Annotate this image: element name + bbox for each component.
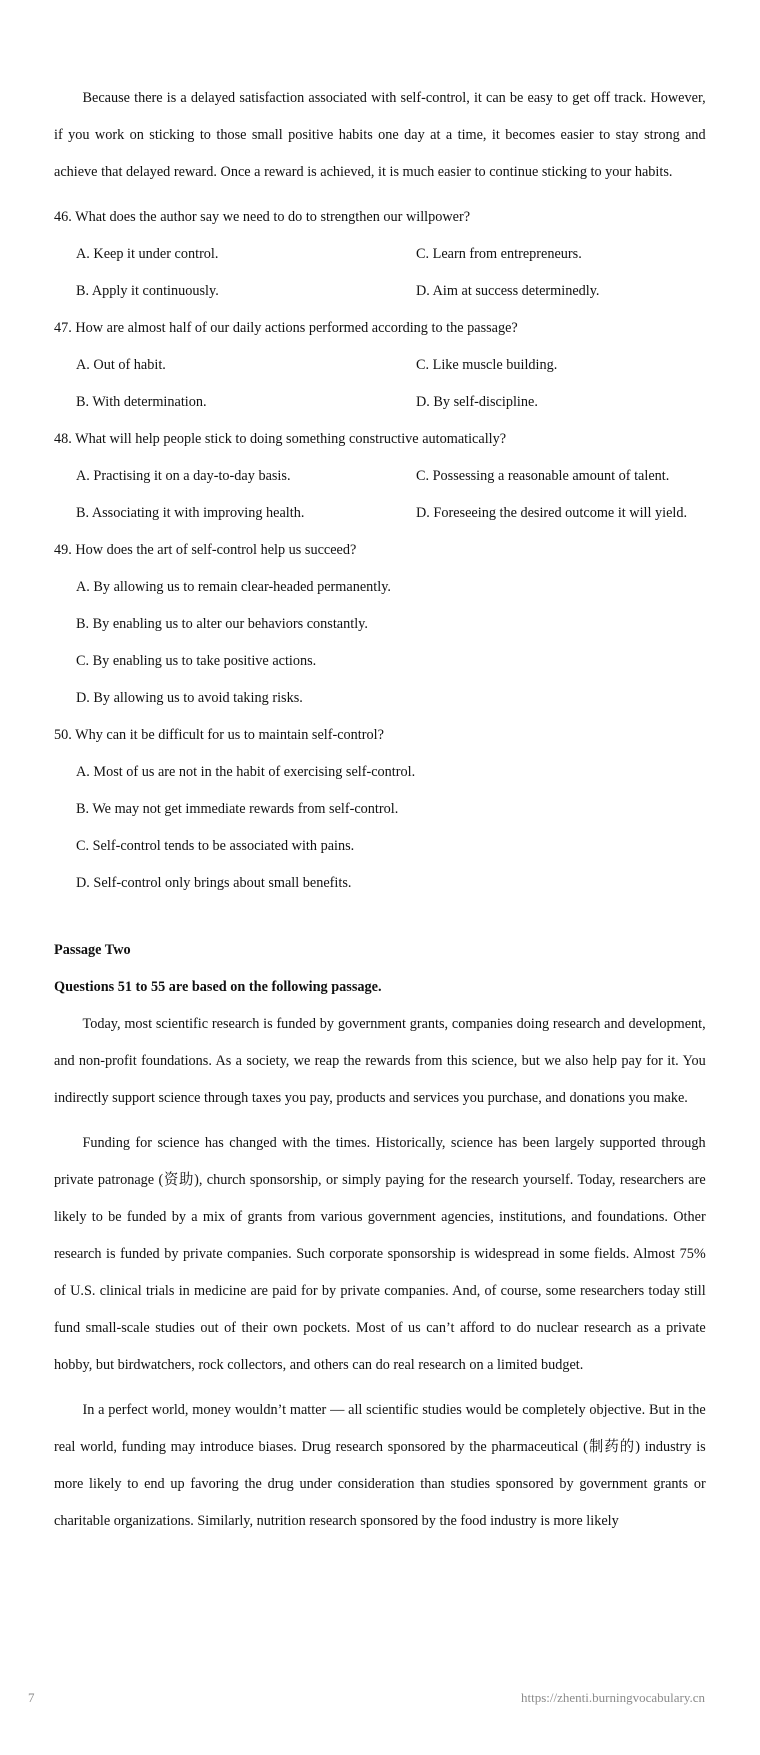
option-c: C. By enabling us to take positive actions. (76, 653, 317, 669)
question-stem: 50. Why can it be difficult for us to maintain self-control? (54, 727, 384, 743)
options (54, 754, 705, 902)
option-c: C. Self-control tends to be associated with pains. (76, 838, 355, 854)
page-number: 7 (28, 1690, 35, 1705)
option-c: C. Learn from entrepreneurs. (416, 246, 582, 262)
question-49 (54, 532, 705, 717)
option-d: D. Foreseeing the desired outcome it will yield. (416, 505, 688, 521)
option-b: B. With determination. (76, 394, 207, 410)
options (54, 236, 705, 310)
option-b: B. By enabling us to alter our behaviors constantly. (76, 616, 368, 632)
passage-paragraph-3: In a perfect world, money wouldn’t matter — all scientific studies would be completely objective. But in the real world, funding may introduce biases. Drug research sponsored by the pharmaceutical (制药的) industry is more likely to end up favoring the drug under consideration than studies sponsored by government grants or charitable organizations. Similarly, nutrition research sponsored by the food industry is more likely (54, 1402, 706, 1529)
question-47 (54, 310, 705, 421)
passage-instruction: Questions 51 to 55 are based on the following passage. (54, 979, 382, 995)
question-stem: 48. What will help people stick to doing something constructive automatically? (54, 431, 507, 447)
option-d: D. Aim at success determinedly. (416, 283, 600, 299)
question-stem: 47. How are almost half of our daily actions performed according to the passage? (54, 320, 518, 336)
option-d: D. By self-discipline. (416, 394, 538, 410)
question-48 (54, 421, 705, 532)
options (54, 458, 705, 532)
option-d: D. By allowing us to avoid taking risks. (76, 690, 303, 706)
option-a: A. Most of us are not in the habit of exercising self-control. (76, 764, 416, 780)
option-c: C. Like muscle building. (416, 357, 558, 373)
source-url[interactable]: https://zhenti.burningvocabulary.cn (521, 1690, 705, 1705)
option-a: A. Keep it under control. (76, 246, 219, 262)
option-d: D. Self-control only brings about small benefits. (76, 875, 352, 891)
question-46 (54, 199, 705, 310)
option-b: B. Apply it continuously. (76, 283, 219, 299)
option-a: A. By allowing us to remain clear-headed permanently. (76, 579, 391, 595)
option-a: A. Practising it on a day-to-day basis. (76, 468, 291, 484)
option-c: C. Possessing a reasonable amount of talent. (416, 468, 670, 484)
passage-title: Passage Two (54, 942, 131, 958)
option-b: B. We may not get immediate rewards from self-control. (76, 801, 399, 817)
option-b: B. Associating it with improving health. (76, 505, 305, 521)
options (54, 347, 705, 421)
page-footer (28, 1690, 705, 1706)
question-stem: 46. What does the author say we need to do to strengthen our willpower? (54, 209, 471, 225)
passage-paragraph-1: Today, most scientific research is funded by government grants, companies doing research and development, and non-profit foundations. As a society, we reap the rewards from this science, but we also help pay for it. You indirectly support science through taxes you pay, products and services you purchase, and donations you make. (54, 1016, 706, 1106)
passage-paragraph-2: Funding for science has changed with the times. Historically, science has been largely supported through private patronage (资助), church sponsorship, or simply paying for the research yourself. Today, researchers are likely to be funded by a mix of grants from various government agencies, institutions, and foundations. Other research is funded by private companies. Such corporate sponsorship is widespread in some fields. Almost 75% of U.S. clinical trials in medicine are paid for by private companies. And, of course, some researchers today still fund small-scale studies out of their own pockets. Most of us can’t afford to do nuclear research as a private hobby, but birdwatchers, rock collectors, and others can do real research on a limited budget. (54, 1135, 706, 1373)
question-stem: 49. How does the art of self-control help us succeed? (54, 542, 357, 558)
document-page (54, 80, 705, 1548)
option-a: A. Out of habit. (76, 357, 166, 373)
intro-paragraph: Because there is a delayed satisfaction associated with self-control, it can be easy to get off track. However, if you work on sticking to those small positive habits one day at a time, it becomes easier to stay strong and achieve that delayed reward. Once a reward is achieved, it is much easier to continue sticking to your habits. (54, 90, 706, 180)
question-50 (54, 717, 705, 902)
options (54, 569, 705, 717)
